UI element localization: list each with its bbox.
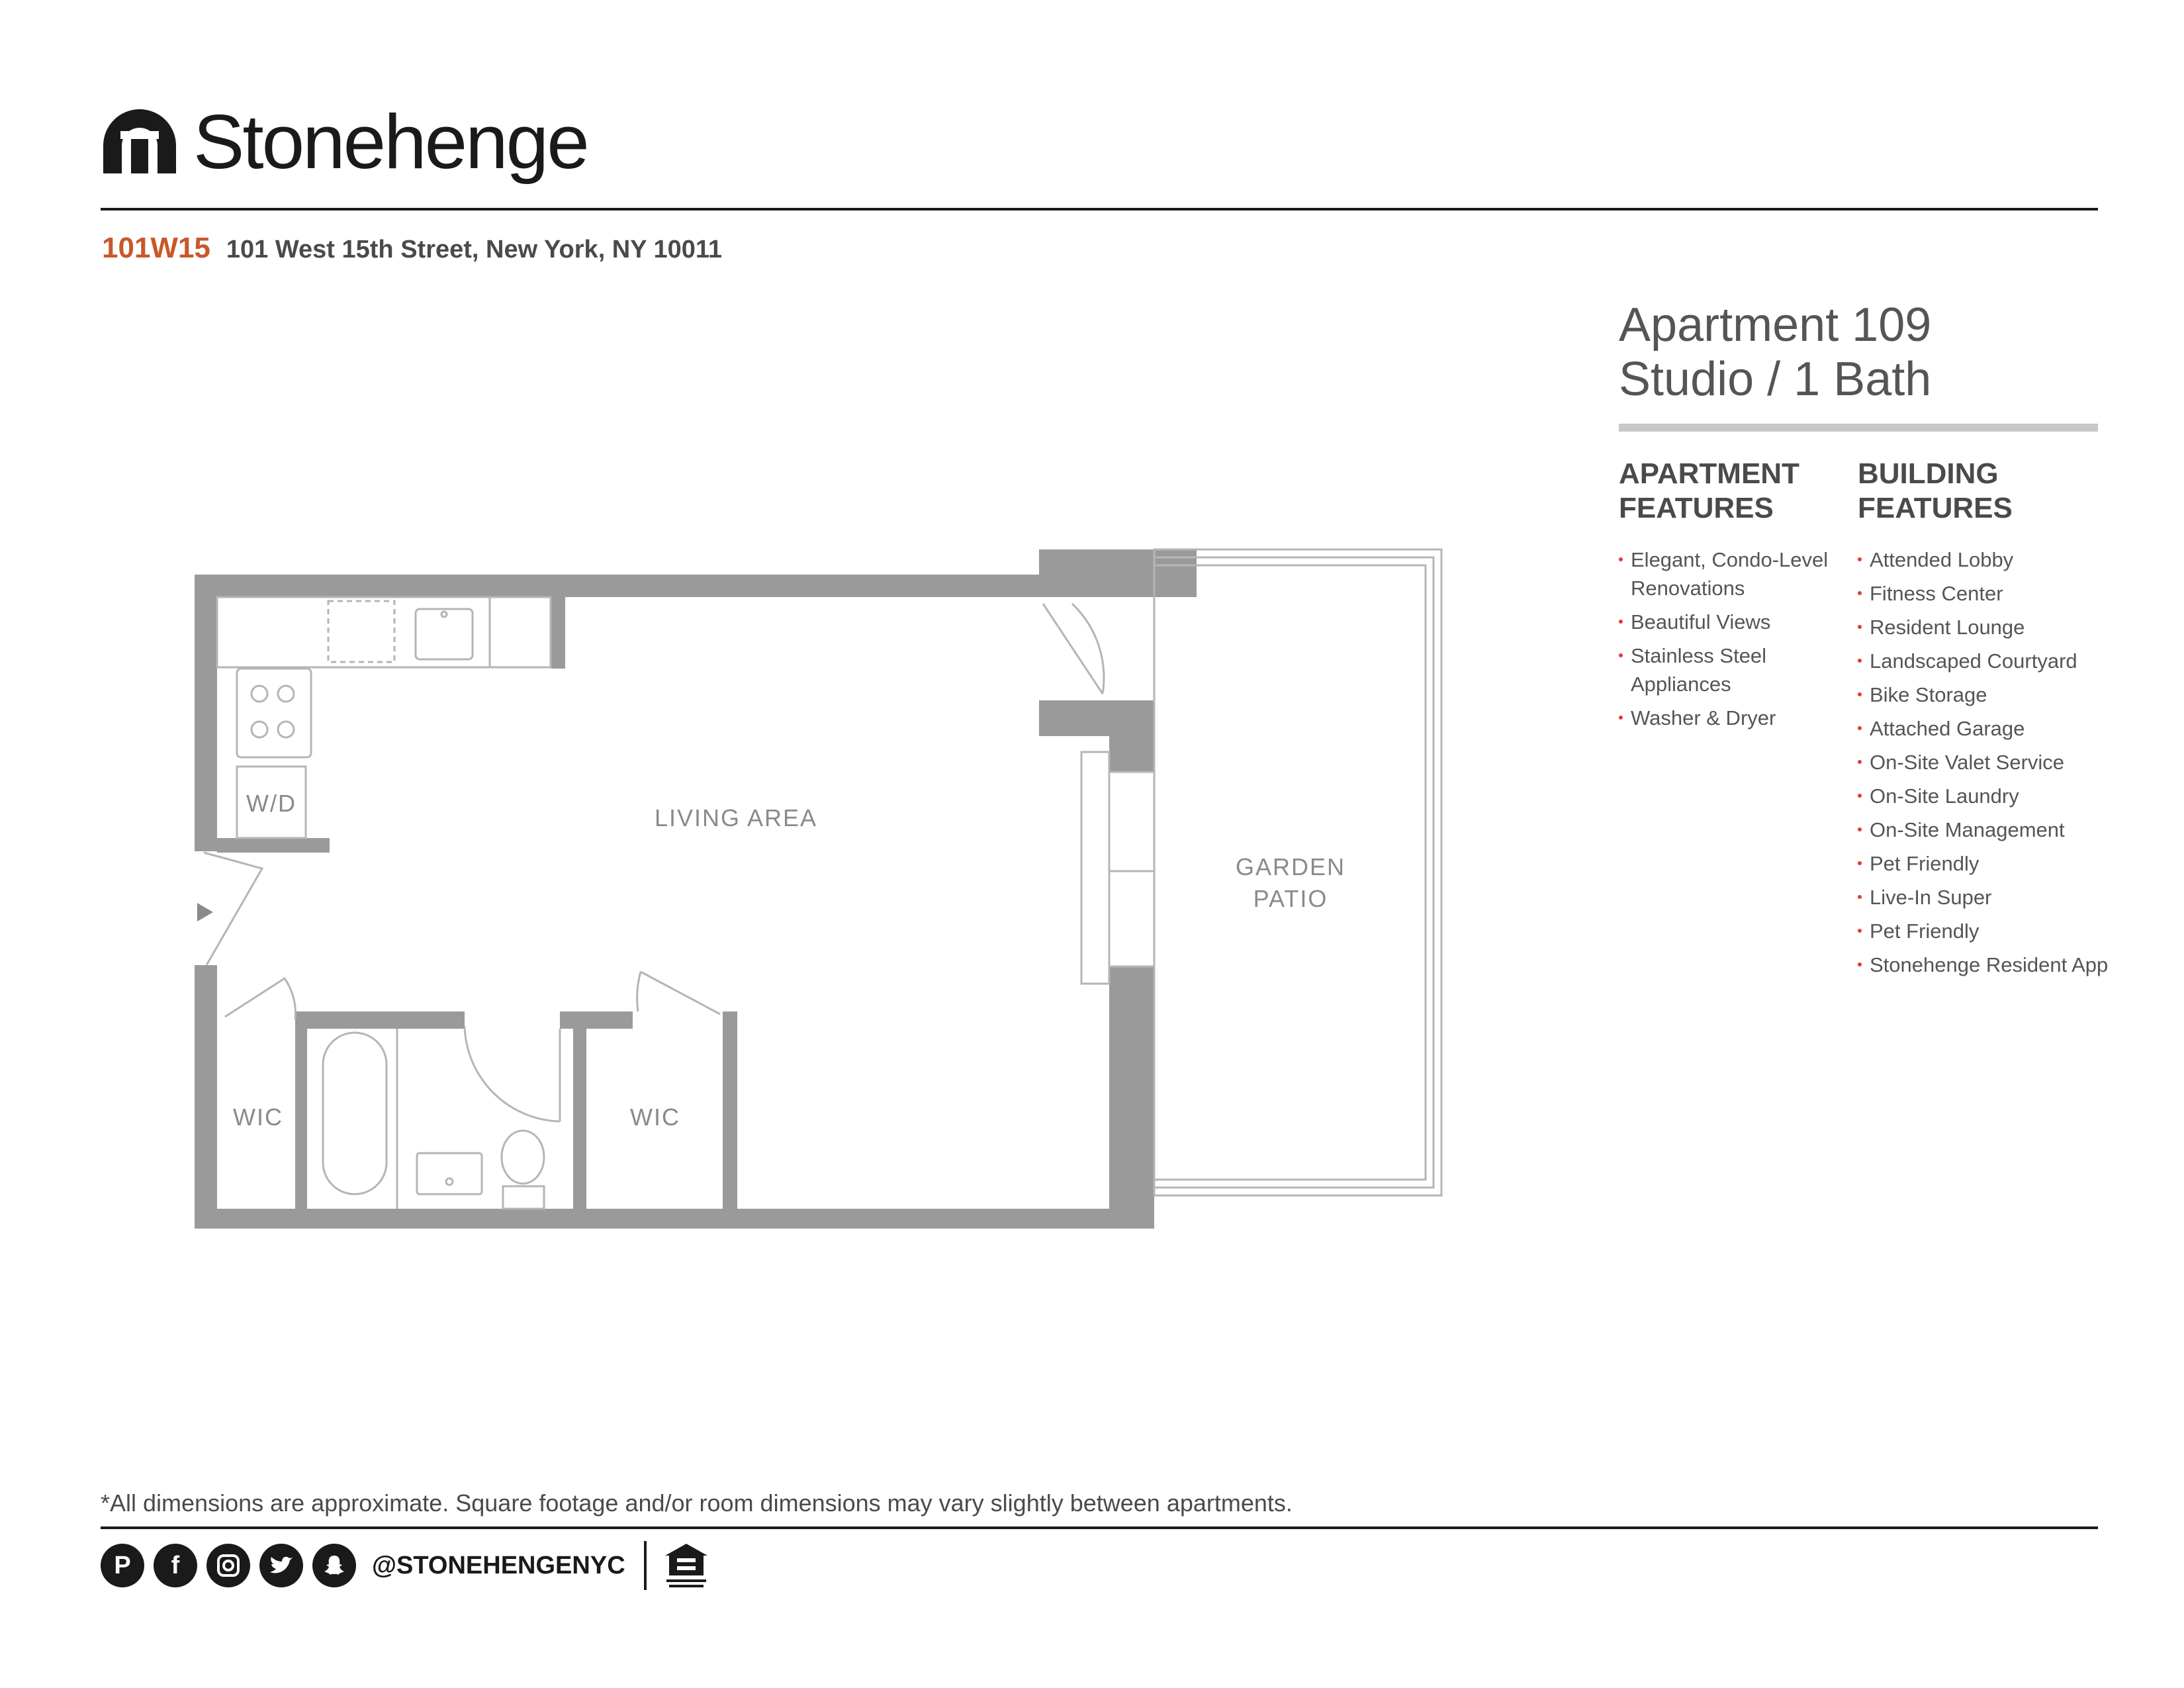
- list-item: Fitness Center: [1858, 579, 2109, 608]
- apartment-features-heading-line1: APARTMENT: [1619, 457, 1799, 490]
- apartment-features-list: [1619, 545, 1844, 732]
- washer-dryer-label: W/D: [246, 790, 296, 817]
- social-handle[interactable]: @STONEHENGENYC: [372, 1551, 625, 1579]
- building-code: 101W15: [102, 232, 210, 264]
- pinterest-icon[interactable]: P: [101, 1544, 144, 1587]
- building-features-heading-line2: FEATURES: [1858, 492, 2013, 524]
- entry-arrow-icon: [197, 903, 213, 921]
- footer: [101, 1541, 710, 1590]
- list-item: Stonehenge Resident App: [1858, 951, 2109, 979]
- building-address: 101 West 15th Street, New York, NY 10011: [226, 236, 723, 263]
- apartment-divider: [1619, 424, 2098, 432]
- list-item: On-Site Laundry: [1858, 782, 2109, 810]
- list-item: Bike Storage: [1858, 680, 2109, 709]
- list-item: On-Site Valet Service: [1858, 748, 2109, 776]
- brand-logo: [101, 99, 588, 185]
- living-area-label: LIVING AREA: [654, 804, 818, 831]
- stonehenge-logo-icon: [101, 107, 179, 176]
- list-item: Landscaped Courtyard: [1858, 647, 2109, 675]
- wic-left-label: WIC: [233, 1103, 283, 1131]
- list-item: On-Site Management: [1858, 816, 2109, 844]
- garden-label-line1: GARDEN: [1235, 853, 1346, 880]
- brand-name: Stonehenge: [193, 99, 588, 185]
- facebook-icon[interactable]: f: [154, 1544, 197, 1587]
- apartment-layout: Studio / 1 Bath: [1619, 353, 1932, 406]
- snapchat-icon[interactable]: [312, 1544, 356, 1587]
- apartment-features-heading: [1619, 457, 1844, 526]
- building-features-heading: [1858, 457, 2083, 526]
- garden-label-line2: PATIO: [1253, 885, 1328, 912]
- list-item: Resident Lounge: [1858, 613, 2109, 641]
- building-address-row: [102, 232, 722, 265]
- footer-separator: [644, 1541, 647, 1590]
- list-item: Live-In Super: [1858, 883, 2109, 912]
- floor-plan: [185, 536, 1456, 1244]
- list-item: Pet Friendly: [1858, 849, 2109, 878]
- walls: [195, 549, 1197, 1229]
- building-features-heading-line1: BUILDING: [1858, 457, 1999, 490]
- list-item: Pet Friendly: [1858, 917, 2109, 945]
- instagram-icon[interactable]: [206, 1544, 250, 1587]
- building-features-list: [1858, 545, 2109, 979]
- apartment-features: [1619, 457, 1844, 737]
- header-divider: [101, 208, 2098, 211]
- wic-right-label: WIC: [630, 1103, 680, 1131]
- disclaimer: *All dimensions are approximate. Square footage and/or room dimensions may vary slightly between apartments.: [101, 1489, 1293, 1517]
- apartment-heading: [1619, 298, 1931, 406]
- list-item: Stainless Steel Appliances: [1619, 641, 1844, 698]
- list-item: Attached Garage: [1858, 714, 2109, 743]
- list-item: Beautiful Views: [1619, 608, 1844, 636]
- building-features: [1858, 457, 2109, 984]
- list-item: Washer & Dryer: [1619, 704, 1844, 732]
- twitter-icon[interactable]: [259, 1544, 303, 1587]
- list-item: Elegant, Condo-Level Renovations: [1619, 545, 1844, 602]
- apartment-features-heading-line2: FEATURES: [1619, 492, 1774, 524]
- footer-divider: [101, 1526, 2098, 1529]
- list-item: Attended Lobby: [1858, 545, 2109, 574]
- apartment-title: Apartment 109: [1619, 299, 1932, 352]
- equal-housing-opportunity-icon: [662, 1541, 710, 1590]
